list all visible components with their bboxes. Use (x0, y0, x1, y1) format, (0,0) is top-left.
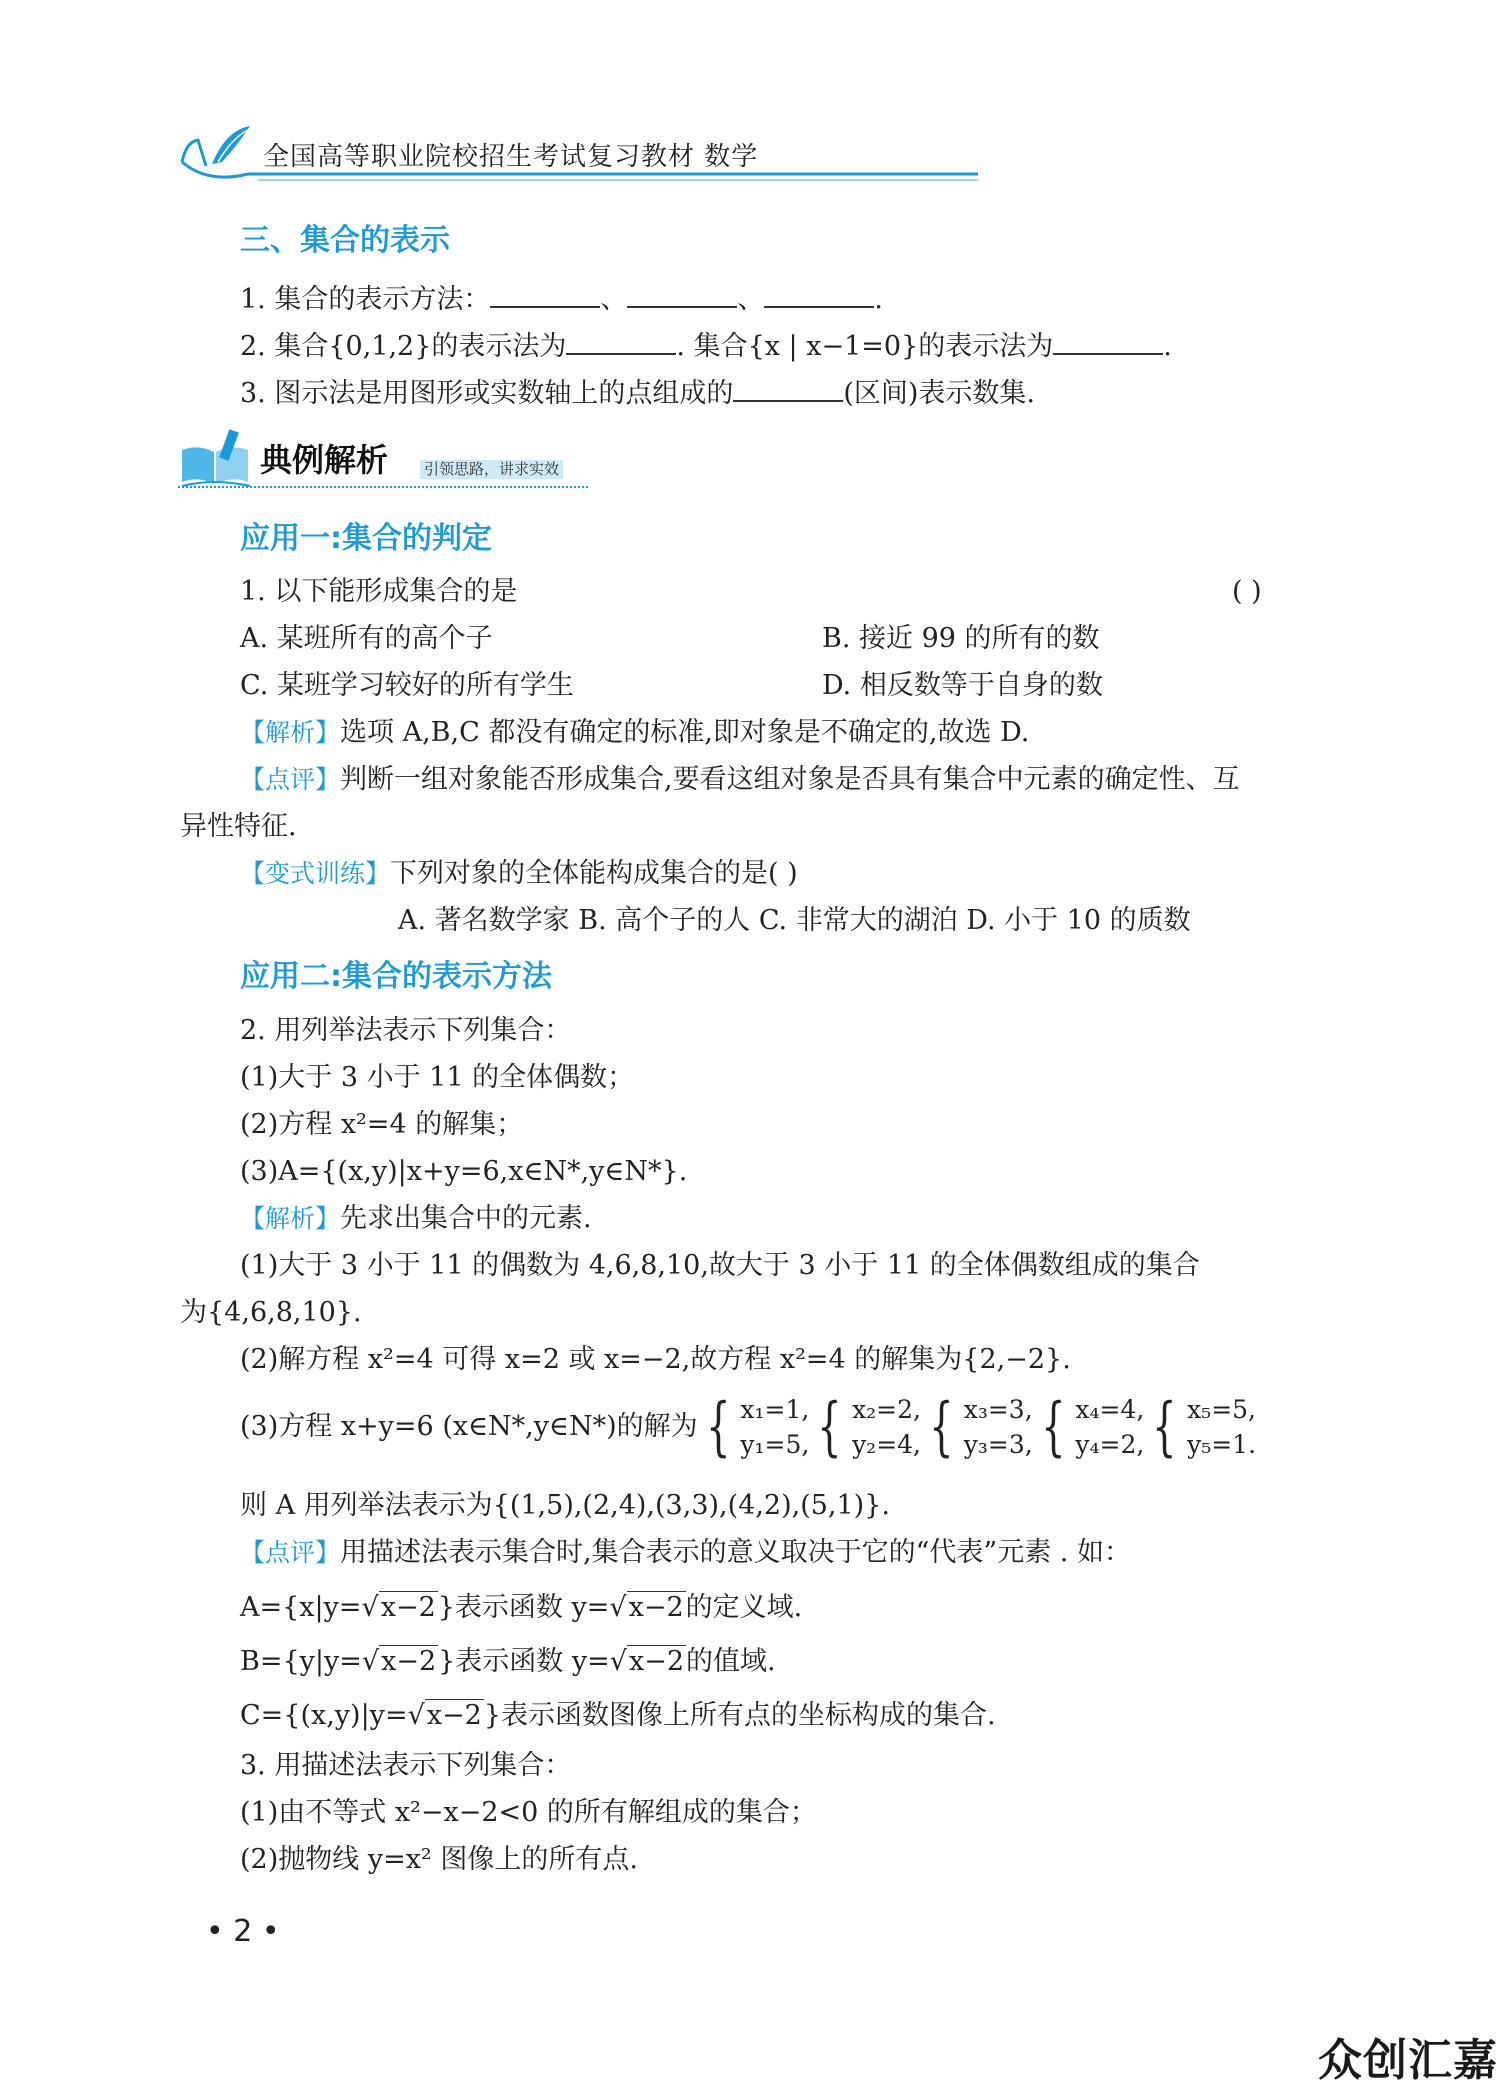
comment-tag: 【点评】 (240, 1538, 341, 1567)
watermark: 众创汇嘉 (1318, 2035, 1498, 2086)
analysis: 【解析】选项 A,B,C 都没有确定的标准,即对象是不确定的,故选 D. (240, 717, 1030, 748)
answer-paren: ( ) (1232, 576, 1262, 607)
solution-case: { x₅=5, y₅=1. (1152, 1390, 1257, 1464)
solution-1: (1)大于 3 小于 11 的偶数为 4,6,8,10,故大于 3 小于 11 的全体偶数组成的集合 (240, 1250, 1200, 1281)
banner-subtitle: 引领思路，讲求实效 (420, 460, 563, 479)
solution-2: (2)解方程 x²=4 可得 x=2 或 x=−2,故方程 x²=4 的解集为{2,−2}. (240, 1344, 1071, 1375)
option-b: B. 接近 99 的所有的数 (822, 623, 1100, 654)
answer-blank (627, 280, 737, 308)
section-heading: 三、集合的表示 (240, 223, 450, 258)
page-number: • 2 • (206, 1914, 280, 1949)
application-2-heading: 应用二:集合的表示方法 (240, 959, 552, 994)
variant-tag: 【变式训练】 (240, 859, 391, 888)
question-3: 3. 图示法是用图形或实数轴上的点组成的 (区间)表示数集. (240, 374, 1035, 409)
comment-tag: 【点评】 (240, 765, 341, 794)
variant-exercise: 【变式训练】下列对象的全体能构成集合的是( ) (240, 858, 798, 889)
banner-title: 典例解析 (260, 441, 389, 479)
book-icon (178, 428, 254, 490)
question-3-part-1: (1)由不等式 x²−x−2<0 的所有解组成的集合； (240, 1797, 817, 1828)
answer-blank (566, 327, 676, 355)
variant-options: A. 著名数学家 B. 高个子的人 C. 非常大的湖泊 D. 小于 10 的质数 (398, 905, 1191, 936)
question-1-stem: 1. 以下能形成集合的是 (240, 576, 518, 607)
header-title: 全国高等职业院校招生考试复习教材 数学 (263, 142, 759, 172)
comment-continued: 异性特征. (180, 811, 297, 842)
comment: 【点评】判断一组对象能否形成集合,要看这组对象是否具有集合中元素的确定性、互 (240, 764, 1240, 795)
option-c: C. 某班学习较好的所有学生 (240, 670, 574, 701)
option-d: D. 相反数等于自身的数 (822, 670, 1103, 701)
question-1: 1. 集合的表示方法： 、 、 . (240, 280, 883, 315)
solution-case: { x₂=2, y₂=4, (817, 1390, 922, 1464)
answer-blank (764, 280, 874, 308)
answer-blank (1053, 327, 1163, 355)
solution-3: (3)方程 x+y=6 (x∈N*,y∈N*)的解为 { x₁=1, y₁=5, { x₂=2, y₂=4, { x₃=3, y₃=3, { x₄=4, y₄=2, { x₅=5, y₅=1. (240, 1390, 1257, 1464)
option-a: A. 某班所有的高个子 (240, 623, 493, 654)
solution-case: { x₄=4, y₄=2, (1040, 1390, 1145, 1464)
question-3-part-2: (2)抛物线 y=x² 图像上的所有点. (240, 1844, 638, 1875)
banner-divider (178, 486, 588, 488)
question-2-stem: 2. 用列举法表示下列集合： (240, 1015, 572, 1046)
analysis-tag: 【解析】 (240, 718, 341, 747)
comment-2: 【点评】用描述法表示集合时,集合表示的意义取决于它的“代表”元素 . 如： (240, 1537, 1131, 1568)
application-1-heading: 应用一:集合的判定 (240, 521, 492, 556)
solution-case: { x₃=3, y₃=3, (929, 1390, 1033, 1464)
solution-case: { x₁=1, y₁=5, (705, 1390, 810, 1464)
question-2-part-2: (2)方程 x²=4 的解集； (240, 1109, 524, 1140)
example-b: B={y|y=√x−2}表示函数 y=√x−2的值域. (240, 1646, 776, 1677)
example-c: C={(x,y)|y=√x−2}表示函数图像上所有点的坐标构成的集合. (240, 1700, 996, 1731)
analysis-tag: 【解析】 (240, 1204, 341, 1233)
answer-blank (733, 374, 843, 402)
solution-3-result: 则 A 用列举法表示为{(1,5),(2,4),(3,3),(4,2),(5,1)}. (240, 1490, 890, 1521)
question-2-part-3: (3)A={(x,y)|x+y=6,x∈N*,y∈N*}. (240, 1156, 688, 1187)
solution-1-continued: 为{4,6,8,10}. (180, 1297, 362, 1328)
answer-blank (490, 280, 600, 308)
analysis-2: 【解析】先求出集合中的元素. (240, 1203, 592, 1234)
question-3-stem: 3. 用描述法表示下列集合： (240, 1750, 572, 1781)
example-a: A={x|y=√x−2}表示函数 y=√x−2的定义域. (240, 1592, 803, 1623)
question-2: 2. 集合{0,1,2}的表示法为 . 集合{x | x−1=0}的表示法为 . (240, 327, 1172, 362)
question-2-part-1: (1)大于 3 小于 11 的全体偶数； (240, 1062, 635, 1093)
